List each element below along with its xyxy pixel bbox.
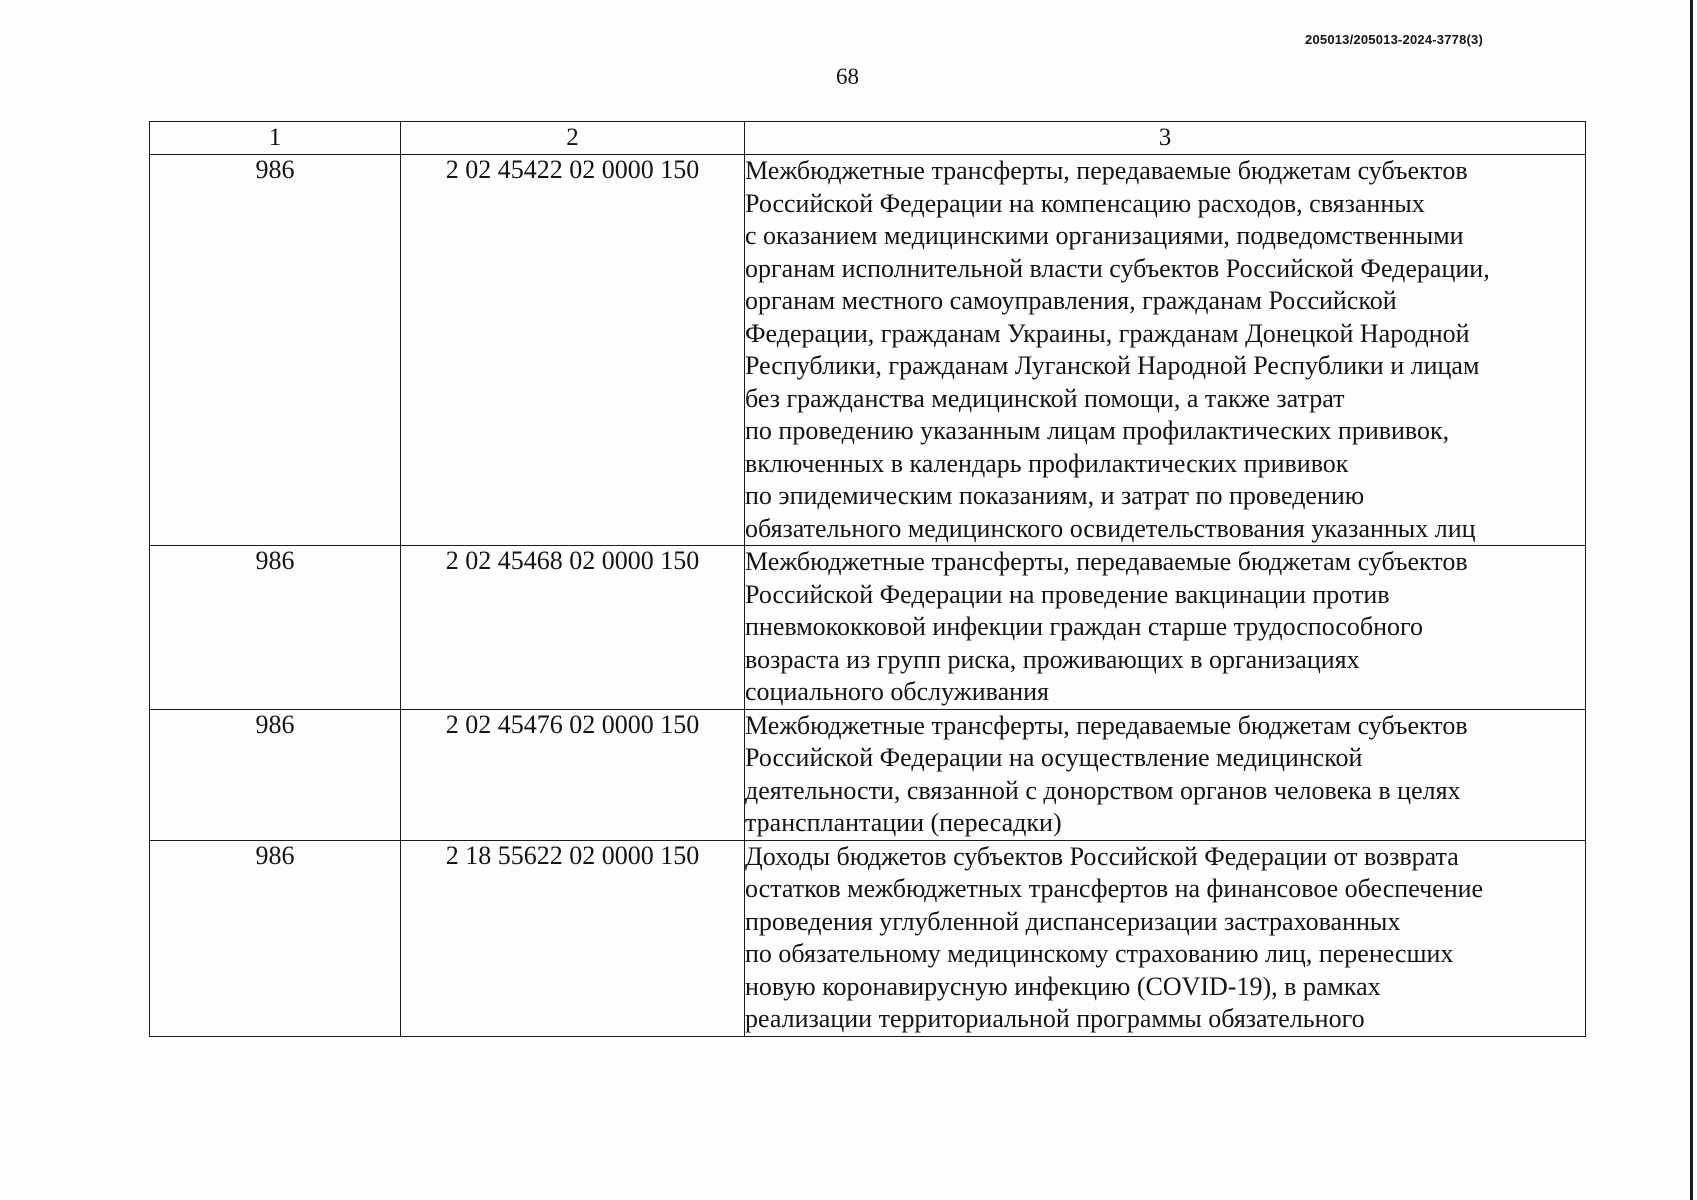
description-line: новую коронавирусную инфекцию (COVID-19), в рамках bbox=[745, 971, 1381, 1001]
description-line: проведения углубленной диспансеризации застрахованных bbox=[745, 906, 1401, 936]
description-line: Российской Федерации на проведение вакцинации против bbox=[745, 579, 1390, 609]
budget-income-table bbox=[149, 121, 1586, 1037]
admin-code-cell: 986 bbox=[150, 709, 401, 840]
income-code-cell: 2 18 55622 02 0000 150 bbox=[401, 840, 745, 1036]
column-header-3: 3 bbox=[745, 122, 1586, 155]
description-line: без гражданства медицинской помощи, а также затрат bbox=[745, 383, 1345, 413]
income-description-cell bbox=[745, 155, 1586, 546]
description-line: по эпидемическим показаниям, и затрат по проведению bbox=[745, 481, 1365, 510]
income-code-cell: 2 02 45468 02 0000 150 bbox=[401, 546, 745, 710]
income-description-cell bbox=[745, 840, 1586, 1036]
description-line: включенных в календарь профилактических прививок bbox=[745, 448, 1349, 478]
admin-code-cell: 986 bbox=[150, 546, 401, 710]
description-line: Федерации, гражданам Украины, гражданам Донецкой Народной bbox=[745, 318, 1470, 348]
scan-edge-border bbox=[1690, 0, 1693, 1200]
table-row bbox=[150, 840, 1586, 1036]
description-line: пневмококковой инфекции граждан старше трудоспособного bbox=[745, 612, 1424, 641]
description-line: Межбюджетные трансферты, передаваемые бюджетам субъектов bbox=[745, 710, 1468, 740]
income-code-cell: 2 02 45422 02 0000 150 bbox=[401, 155, 745, 546]
page-number: 68 bbox=[836, 64, 859, 89]
admin-code-cell: 986 bbox=[150, 155, 401, 546]
table-header-row bbox=[150, 122, 1586, 155]
table-row bbox=[150, 546, 1586, 710]
description-line: по проведению указанным лицам профилактических прививок, bbox=[745, 416, 1450, 445]
income-description-cell bbox=[745, 709, 1586, 840]
description-line: с оказанием медицинскими организациями, подведомственными bbox=[745, 221, 1464, 250]
description-line: социального обслуживания bbox=[745, 677, 1049, 706]
table-row bbox=[150, 709, 1586, 840]
description-line: возраста из групп риска, проживающих в организациях bbox=[745, 644, 1360, 674]
description-line: Доходы бюджетов субъектов Российской Федерации от возврата bbox=[745, 841, 1459, 871]
description-line: Межбюджетные трансферты, передаваемые бюджетам субъектов bbox=[745, 547, 1468, 576]
description-line: реализации территориальной программы обязательного bbox=[745, 1004, 1365, 1033]
table-row bbox=[150, 155, 1586, 546]
description-line: Республики, гражданам Луганской Народной Республики и лицам bbox=[745, 351, 1480, 380]
income-description-cell bbox=[745, 546, 1586, 710]
description-line: органам исполнительной власти субъектов Российской Федерации, bbox=[745, 253, 1490, 283]
description-line: деятельности, связанной с донорством органов человека в целях bbox=[745, 775, 1461, 805]
description-line: Межбюджетные трансферты, передаваемые бюджетам субъектов bbox=[745, 156, 1468, 185]
description-line: обязательного медицинского освидетельствования указанных лиц bbox=[745, 513, 1476, 543]
registration-number: 205013/205013-2024-3778(3) bbox=[1305, 32, 1483, 47]
admin-code-cell: 986 bbox=[150, 840, 401, 1036]
description-line: органам местного самоуправления, гражданам Российской bbox=[745, 286, 1397, 315]
description-line: Российской Федерации на компенсацию расходов, связанных bbox=[745, 188, 1425, 218]
description-line: остатков межбюджетных трансфертов на финансовое обеспечение bbox=[745, 874, 1484, 903]
description-line: трансплантации (пересадки) bbox=[745, 808, 1062, 837]
column-header-1: 1 bbox=[150, 122, 401, 155]
income-code-cell: 2 02 45476 02 0000 150 bbox=[401, 709, 745, 840]
table-body bbox=[150, 155, 1586, 1037]
description-line: по обязательному медицинскому страхованию лиц, перенесших bbox=[745, 939, 1454, 968]
column-header-2: 2 bbox=[401, 122, 745, 155]
description-line: Российской Федерации на осуществление медицинской bbox=[745, 743, 1363, 772]
